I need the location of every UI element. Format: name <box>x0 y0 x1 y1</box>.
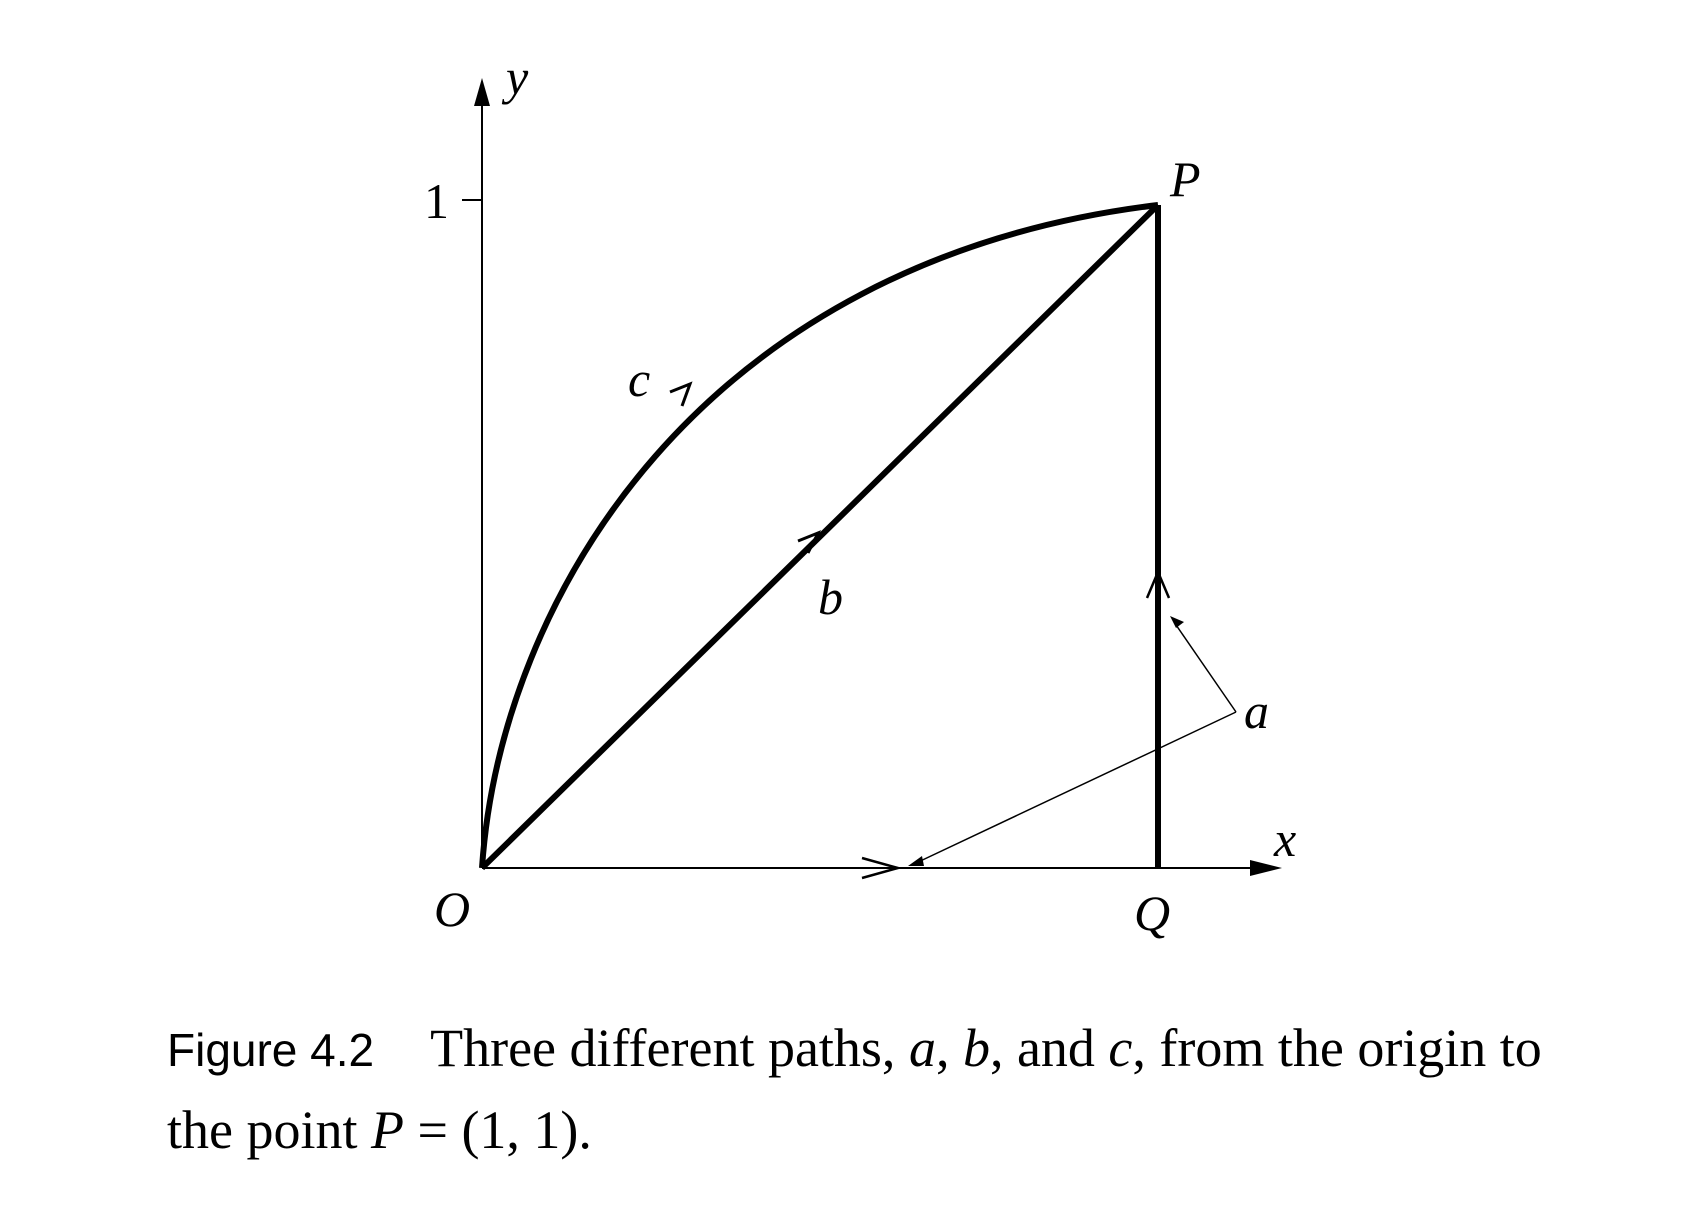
label-a-leader-down-head <box>908 856 924 866</box>
origin-label: O <box>434 881 471 937</box>
path-b-label: b <box>818 569 843 625</box>
path-b <box>482 205 1158 868</box>
y-tick-label-1: 1 <box>424 173 449 229</box>
y-axis-arrowhead <box>474 78 490 106</box>
caption-p: P <box>370 1100 404 1160</box>
x-axis-label: x <box>1274 811 1297 867</box>
caption-eq: = (1, 1). <box>403 1100 592 1160</box>
caption-text-2: , from the origin to the point <box>167 1018 1542 1160</box>
caption-c: c <box>1108 1018 1133 1078</box>
caption-sep-2: , and <box>989 1018 1109 1078</box>
point-q-label: Q <box>1134 885 1171 941</box>
caption-b: b <box>962 1018 990 1078</box>
figure-caption <box>167 1008 1567 1170</box>
path-c-arrow <box>670 384 690 406</box>
path-c-label: c <box>628 351 651 407</box>
label-a-leader-up <box>1174 622 1236 712</box>
path-a-label: a <box>1244 683 1269 739</box>
caption-a: a <box>908 1018 936 1078</box>
caption-sep-1: , <box>935 1018 963 1078</box>
label-a-leader-down <box>914 712 1236 864</box>
point-p-label: P <box>1170 151 1201 207</box>
caption-text-1: Three different paths, <box>430 1018 909 1078</box>
label-a-leader-up-head <box>1170 616 1184 628</box>
y-axis-label: y <box>506 49 529 105</box>
figure-number: Figure 4.2 <box>167 1024 375 1076</box>
